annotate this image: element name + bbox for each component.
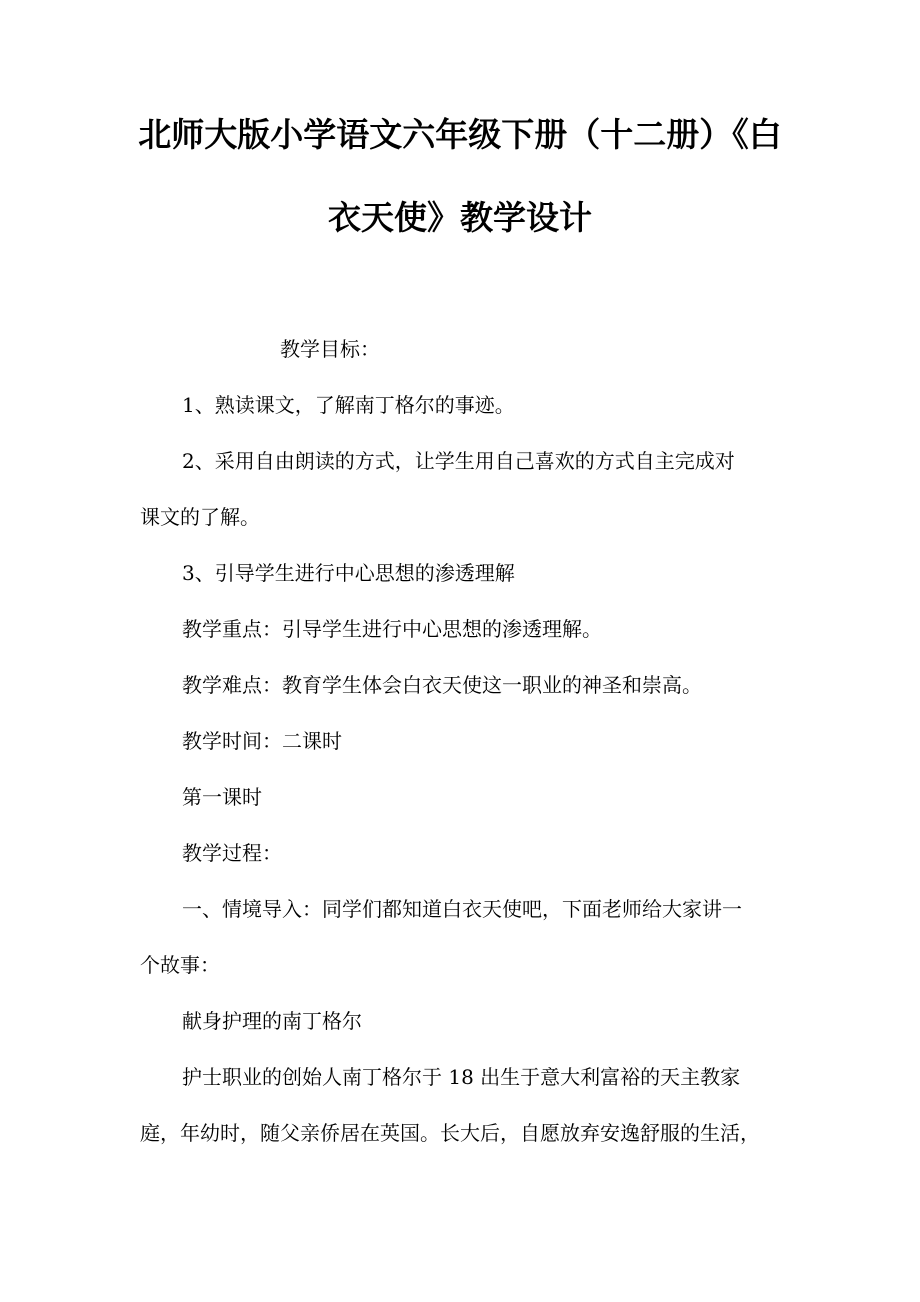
teaching-time: 教学时间：二课时: [182, 729, 342, 753]
process-heading: 教学过程：: [182, 841, 282, 865]
objectives-heading: 教学目标：: [280, 337, 380, 361]
intro-line-2: 个故事：: [140, 953, 220, 977]
document-title-line-2: 衣天使》教学设计: [328, 198, 592, 237]
story-line-1: 护士职业的创始人南丁格尔于 18 出生于意大利富裕的天主教家: [182, 1065, 741, 1089]
teaching-difficulty: 教学难点：教育学生体会白衣天使这一职业的神圣和崇高。: [182, 673, 702, 697]
intro-line-1: 一、情境导入：同学们都知道白衣天使吧，下面老师给大家讲一: [182, 897, 742, 921]
teaching-key-point: 教学重点：引导学生进行中心思想的渗透理解。: [182, 617, 602, 641]
objective-2-line-2: 课文的了解。: [140, 505, 260, 529]
document-title-line-1: 北师大版小学语文六年级下册（十二册）《白: [138, 115, 782, 154]
lesson-one-heading: 第一课时: [182, 785, 262, 809]
objective-3: 3、引导学生进行中心思想的渗透理解: [182, 561, 515, 585]
story-title: 献身护理的南丁格尔: [182, 1009, 362, 1033]
objective-1: 1、熟读课文，了解南丁格尔的事迹。: [182, 393, 515, 417]
objective-2-line-1: 2、采用自由朗读的方式，让学生用自己喜欢的方式自主完成对: [182, 449, 735, 473]
story-line-2: 庭，年幼时，随父亲侨居在英国。长大后，自愿放弃安逸舒服的生活，: [140, 1121, 760, 1145]
